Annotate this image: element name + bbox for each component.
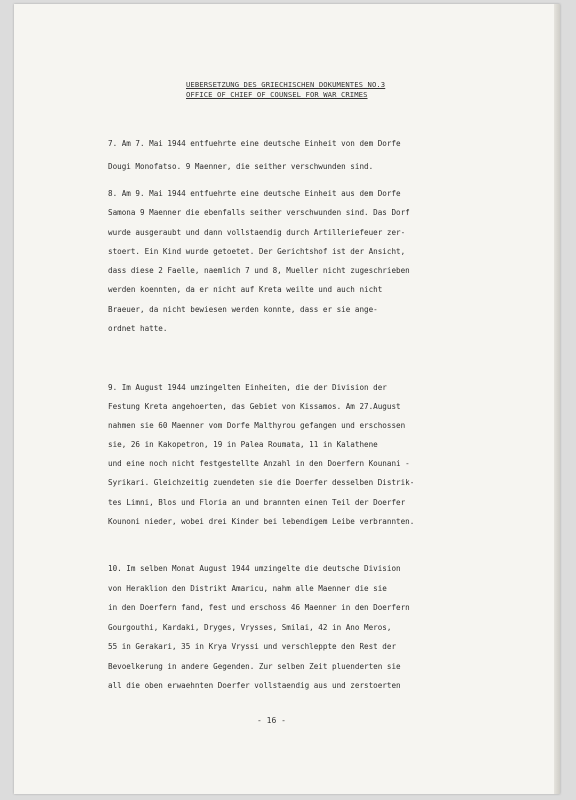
document-header <box>186 80 436 100</box>
paragraph-line: all die oben erwaehnten Doerfer vollstaendig aus und zerstoerten <box>108 681 401 690</box>
paragraph-line: Festung Kreta angehoerten, das Gebiet von Kissamos. Am 27.August <box>108 402 401 412</box>
paragraph-line: nahmen sie 60 Maenner vom Dorfe Malthyrou gefangen und erschossen <box>108 421 406 431</box>
paragraph-9 <box>108 378 458 531</box>
paragraph-line: Gourgouthi, Kardaki, Dryges, Vrysses, Smilai, 42 in Ano Meros, <box>108 622 392 632</box>
paragraph-line: Syrikari. Gleichzeitig zuendeten sie die Doerfer desselben Distrik- <box>108 478 415 488</box>
paragraph-line: Dougi Monofatso. 9 Maenner, die seither verschwunden sind. <box>108 162 374 171</box>
header-title: UEBERSETZUNG DES GRIECHISCHEN DOKUMENTES NO.3 <box>186 80 386 89</box>
page-edge <box>554 4 560 794</box>
paragraph-line: und eine noch nicht festgestellte Anzahl in den Doerfern Kounani - <box>108 459 410 469</box>
paragraph-7 <box>108 132 458 178</box>
header-office: OFFICE OF CHIEF OF COUNSEL FOR WAR CRIMES <box>186 90 368 99</box>
paragraph-line: stoert. Ein Kind wurde getoetet. Der Gerichtshof ist der Ansicht, <box>108 246 406 256</box>
paragraph-line: 7. Am 7. Mai 1944 entfuehrte eine deutsche Einheit von dem Dorfe <box>108 139 401 148</box>
paragraph-line: sie, 26 in Kakopetron, 19 in Palea Roumata, 11 in Kalathene <box>108 440 378 450</box>
paragraph-line: Samona 9 Maenner die ebenfalls seither verschwunden sind. Das Dorf <box>108 208 410 218</box>
paragraph-line: dass diese 2 Faelle, naemlich 7 und 8, Mueller nicht zugeschrieben <box>108 266 410 276</box>
document-page <box>14 4 560 794</box>
paragraph-line: 10. Im selben Monat August 1944 umzingelte die deutsche Division <box>108 564 401 573</box>
paragraph-line: werden koennten, da er nicht auf Kreta weilte und auch nicht <box>108 285 383 295</box>
paragraph-line: Kounoni nieder, wobei drei Kinder bei lebendigem Leibe verbrannten. <box>108 516 415 526</box>
paragraph-10 <box>108 559 458 696</box>
paragraph-line: Braeuer, da nicht bewiesen werden konnte, dass er sie ange- <box>108 304 378 314</box>
paragraph-line: wurde ausgeraubt und dann vollstaendig durch Artilleriefeuer zer- <box>108 227 406 237</box>
page-number: - 16 - <box>257 716 286 725</box>
paragraph-line: von Heraklion den Distrikt Amaricu, nahm alle Maenner die sie <box>108 583 387 593</box>
paragraph-line: 8. Am 9. Mai 1944 entfuehrte eine deutsche Einheit aus dem Dorfe <box>108 189 401 198</box>
paragraph-line: in den Doerfern fand, fest und erschoss 46 Maenner in den Doerfern <box>108 603 410 612</box>
paragraph-line: tes Limni, Blos und Floria an und brannten einen Teil der Doerfer <box>108 497 406 507</box>
paragraph-line: 9. Im August 1944 umzingelten Einheiten, die der Division der <box>108 383 387 392</box>
paragraph-line: 55 in Gerakari, 35 in Krya Vryssi und verschleppte den Rest der <box>108 642 397 651</box>
paragraph-line: ordnet hatte. <box>108 324 168 334</box>
paragraph-8 <box>108 184 458 338</box>
paragraph-line: Bevoelkerung in andere Gegenden. Zur selben Zeit pluenderten sie <box>108 661 401 671</box>
